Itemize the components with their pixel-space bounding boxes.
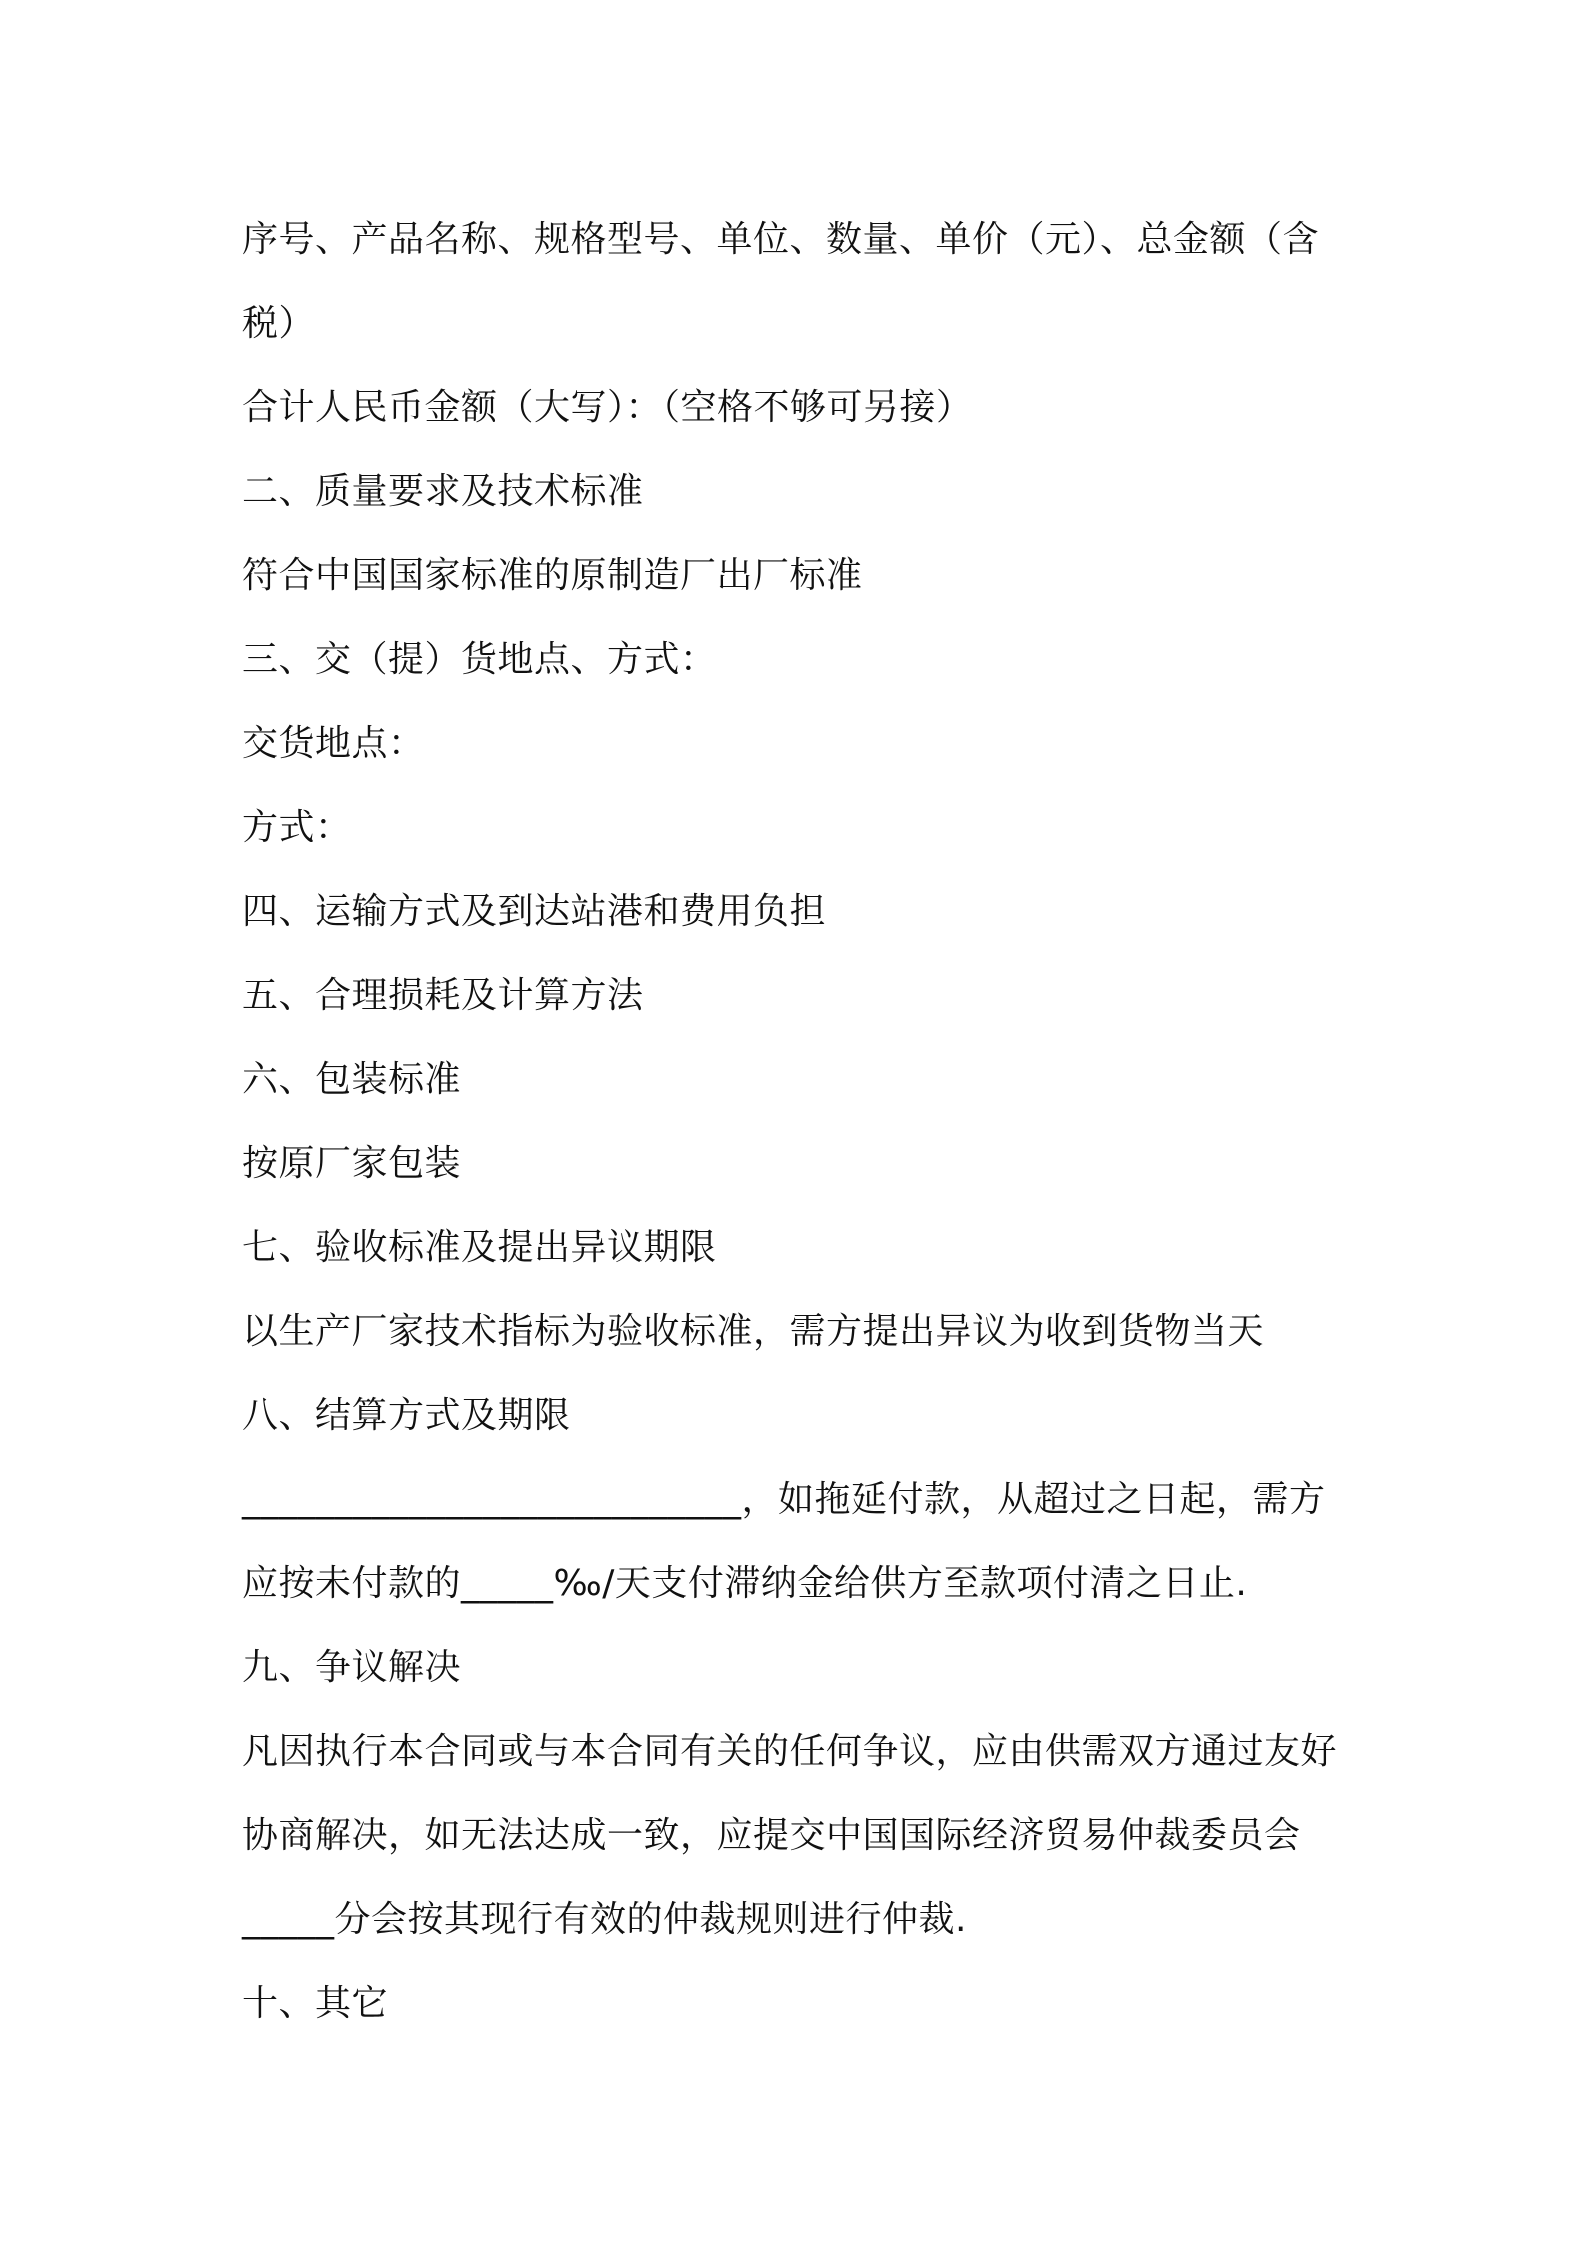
section-9-heading: 九、争议解决 xyxy=(242,1647,462,1688)
section-2-heading: 二、质量要求及技术标准 xyxy=(242,471,644,512)
total-amount-line: 合计人民币金额（大写）：（空格不够可另接） xyxy=(242,387,973,428)
section-4-heading: 四、运输方式及到达站港和费用负担 xyxy=(242,891,827,932)
dispute-text-line-2: 协商解决，如无法达成一致，应提交中国国际经济贸易仲裁委员会 xyxy=(242,1815,1301,1856)
quality-standard-text: 符合中国国家标准的原制造厂出厂标准 xyxy=(242,555,863,596)
dispute-text-line-3: _____分会按其现行有效的仲裁规则进行仲裁. xyxy=(242,1899,967,1940)
packaging-text: 按原厂家包装 xyxy=(242,1143,462,1184)
acceptance-text: 以生产厂家技术指标为验收标准，需方提出异议为收到货物当天 xyxy=(242,1311,1265,1352)
settlement-text-line-1: ___________________________，如拖延付款，从超过之日起，需方 xyxy=(242,1479,1326,1520)
contract-body xyxy=(242,198,1352,2046)
delivery-location-field: 交货地点： xyxy=(242,723,425,764)
section-3-heading: 三、交（提）货地点、方式： xyxy=(242,639,717,680)
table-header-line-2: 税） xyxy=(242,303,316,344)
section-8-heading: 八、结算方式及期限 xyxy=(242,1395,571,1436)
settlement-text-line-2: 应按未付款的_____‰/天支付滞纳金给供方至款项付清之日止. xyxy=(242,1563,1248,1604)
section-5-heading: 五、合理损耗及计算方法 xyxy=(242,975,644,1016)
table-header-line-1: 序号、产品名称、规格型号、单位、数量、单价（元）、总金额（含 xyxy=(242,219,1320,260)
dispute-text-line-1: 凡因执行本合同或与本合同有关的任何争议，应由供需双方通过友好 xyxy=(242,1731,1338,1772)
section-6-heading: 六、包装标准 xyxy=(242,1059,462,1100)
delivery-method-field: 方式： xyxy=(242,807,352,848)
section-7-heading: 七、验收标准及提出异议期限 xyxy=(242,1227,717,1268)
section-10-heading: 十、其它 xyxy=(242,1983,389,2024)
